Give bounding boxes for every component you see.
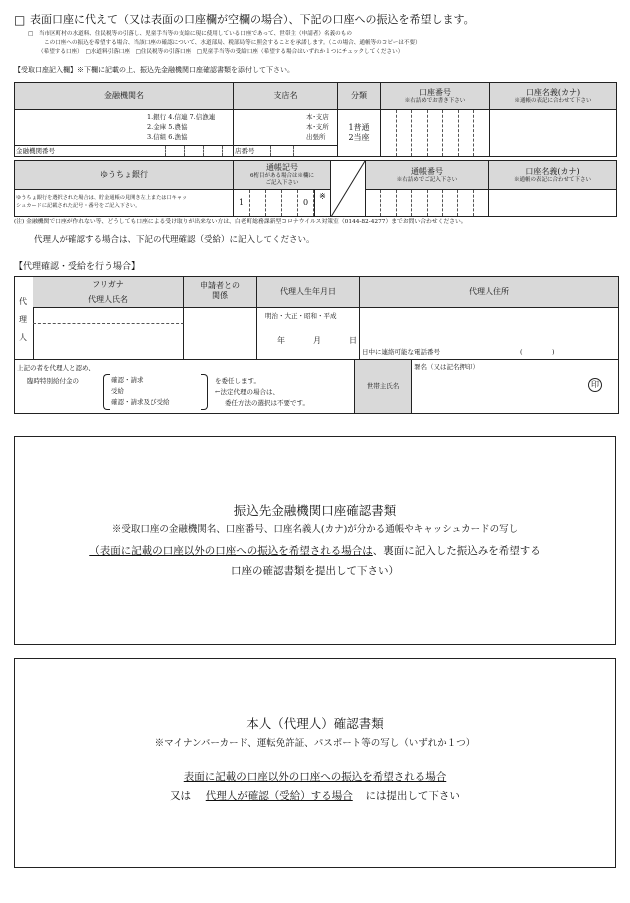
h-address-cell <box>360 277 618 308</box>
type-opt-2: 2当座 <box>348 133 370 142</box>
h-yucho-holder-label: 口座名義(カナ) <box>525 166 580 176</box>
opt-1[interactable]: 確認・請求 <box>111 376 144 384</box>
h-passbook-no-label: 通帳番号 <box>411 166 443 176</box>
bracket-right <box>201 374 208 410</box>
h-holder-sub: ※通帳の表記に合わせて下さい <box>514 97 592 104</box>
receipt-note: 【受取口座記入欄】※下欄に記載の上、振込先金融機関口座確認書類を添付して下さい。 <box>14 66 294 74</box>
h-address: 代理人住所 <box>469 287 509 296</box>
h-holder-label: 口座名義(カナ) <box>525 87 581 97</box>
relation-input[interactable] <box>184 308 257 359</box>
day-label: 日 <box>349 336 357 345</box>
agent-section-title: 【代理確認・受給を行う場合】 <box>14 262 141 272</box>
page-heading: 表面口座に代えて（又は表面の口座欄が空欄の場合）、下記の口座への振込を希望します。 <box>30 13 475 26</box>
phone-paren-open: ( <box>520 348 523 356</box>
opt-2[interactable]: 受給 <box>111 387 124 395</box>
h-holder <box>490 83 617 110</box>
phone-paren-close: ) <box>552 348 555 356</box>
box1-line1: ※受取口座の金融機関名、口座番号、口座名義人(カナ)が分かる通帳やキャッシュカードの写し <box>111 524 519 535</box>
phone-label: 日中に連絡可能な電話番号 <box>362 348 440 356</box>
signature-input[interactable] <box>412 360 618 413</box>
yucho-note-cell <box>15 190 234 217</box>
delegate-4: ←法定代理の場合は、 <box>215 388 279 396</box>
bank-table <box>14 82 617 157</box>
h-passbook-code-sub2: ご記入下さい <box>265 180 299 186</box>
delegate-3: を委任します。 <box>215 377 260 385</box>
passbook-no-input[interactable] <box>366 190 489 217</box>
box2-line3-post: には提出して下さい <box>365 790 460 802</box>
digit-last: 0 <box>298 190 314 216</box>
box2-line1: ※マイナンバーカード、運転免許証、パスポート等の写し（いずれか１つ） <box>154 738 476 749</box>
box2-line2-wrap <box>15 770 615 784</box>
delegate-5: 委任方法の選択は不要です。 <box>225 399 309 407</box>
delegate-1: 上記の者を代理人と認め、 <box>17 364 95 372</box>
box2-line3-underlined: 代理人が確認（受給）する場合 <box>205 790 353 802</box>
bank-code-label: 金融機関番号 <box>16 146 55 155</box>
h-furigana: フリガナ <box>92 280 124 289</box>
seal-icon: 印 <box>588 378 602 392</box>
bank-opts-3: 3.信組 6.漁協 <box>147 133 188 141</box>
agent-side-2: 理 <box>19 315 27 324</box>
h-bank: 金融機関名 <box>15 83 234 110</box>
agent-name-input[interactable] <box>33 324 184 359</box>
box1-line2-rest: 、裏面に記入した振込みを希望する <box>372 545 541 557</box>
h-birth-cell <box>257 277 360 308</box>
yucho-note-2: シュカードに記載された記号・番号をご記入下さい。 <box>16 203 141 209</box>
month-label: 月 <box>313 336 321 345</box>
passbook-code-input[interactable] <box>234 190 331 217</box>
h-relation-1: 申請者との <box>200 281 240 290</box>
h-relation-cell <box>184 277 257 308</box>
year-label: 年 <box>277 336 285 345</box>
box1-line2 <box>15 544 615 558</box>
h-name-cell <box>33 292 184 308</box>
h-yucho: ゆうちょ銀行 <box>15 161 234 190</box>
holder-cell[interactable] <box>490 110 617 157</box>
box2-line2: 表面に記載の口座以外の口座への振込を希望される場合 <box>183 771 447 783</box>
h-type: 分類 <box>338 83 381 110</box>
digit-first: 1 <box>234 190 250 216</box>
branch-opts-2: 本･支所 <box>306 123 329 131</box>
sub-line-1: □ 当市区町村の水道料、住民税等の引落し、児童手当等の支給に現に使用している口座であって、世帯主（申請者）名義のもの <box>28 31 352 37</box>
box2-line3-pre: 又は <box>170 790 192 802</box>
branch-name-cell[interactable] <box>234 110 338 146</box>
h-yucho-holder <box>489 161 617 190</box>
delegation-cell <box>15 360 355 413</box>
yucho-table <box>14 160 617 217</box>
furigana-input[interactable] <box>33 308 184 324</box>
id-doc-box <box>14 658 616 868</box>
branch-opts-3: 出張所 <box>306 133 326 141</box>
h-account-label: 口座番号 <box>419 87 451 97</box>
h-passbook-code-label: 通帳記号 <box>266 163 298 172</box>
householder-label: 世帯主氏名 <box>366 382 400 390</box>
bank-code-cell[interactable] <box>15 145 234 156</box>
sub-line-2: この口座への振込を希望する場合、当該口座の確認について、水道部局、税部局等に照会することを承諾します。（この場合、通帳等のコピーは不要） <box>44 40 421 46</box>
yucho-note-1: ゆうちょ銀行を選択された場合は、貯金通帳の見開き左上または口キャッ <box>16 195 188 201</box>
address-input[interactable] <box>360 308 618 359</box>
opt-3[interactable]: 確認・請求及び受給 <box>111 398 170 406</box>
box1-title: 振込先金融機関口座確認書類 <box>233 503 397 518</box>
h-branch: 支店名 <box>234 83 338 110</box>
bracket-left <box>103 374 110 410</box>
h-name: 代理人氏名 <box>88 295 128 304</box>
bank-name-cell[interactable] <box>15 110 234 146</box>
h-account <box>381 83 490 110</box>
bank-opts-1: 1.銀行 4.信連 7.信漁連 <box>147 113 216 121</box>
h-relation-2: 関係 <box>212 291 228 300</box>
h-furigana-cell <box>33 277 184 293</box>
box2-line3 <box>15 789 615 803</box>
type-opt-1: 1普通 <box>348 123 370 132</box>
sign-label: 署名（又は記名押印） <box>414 363 479 371</box>
h-passbook-no-sub: ※右詰めでご記入下さい <box>396 176 458 183</box>
yucho-holder-input[interactable] <box>489 190 617 217</box>
h-passbook-code-sub1: 6桁目がある場合は※欄に <box>249 173 314 179</box>
agent-side-3: 人 <box>19 333 27 342</box>
branch-opts-1: 本･支店 <box>306 113 329 121</box>
diagonal-line <box>331 161 365 217</box>
footnote: (注) 金融機関で口座が作れない等、どうしても口座による受け取りが出来ない方は、白老町総務課新型コロナウイルス対策室（0144-82-4277）までお問い合わせください。 <box>14 219 467 225</box>
branch-code-cell[interactable] <box>234 145 338 156</box>
h-account-sub: ※右詰めでお書き下さい <box>404 97 466 104</box>
h-birth: 代理人生年月日 <box>280 287 336 296</box>
h-yucho-holder-sub: ※通帳の表記に合わせて下さい <box>513 176 591 183</box>
agent-intro: 代理人が確認する場合は、下記の代理確認（受給）に記入してください。 <box>34 235 315 245</box>
box1-line3: 口座の確認書類を提出して下さい） <box>231 565 399 577</box>
agent-side <box>15 277 34 359</box>
digit-mark: ※ <box>314 190 330 216</box>
h-passbook-code <box>234 161 331 190</box>
h-passbook-no <box>366 161 489 190</box>
top-checkbox[interactable]: □ <box>14 13 26 27</box>
sub-line-3: （希望する口座） □水道料引落口座 □住民税等の引落口座 □児童手当等の受給口座（希望する場合はいずれか１つにチェックしてください） <box>38 49 404 55</box>
bank-opts-2: 2.金庫 5.農協 <box>147 123 188 131</box>
box1-line2-underlined: （表面に記載の口座以外の口座への振込を希望される場合は <box>89 545 373 557</box>
box2-title: 本人（代理人）確認書類 <box>246 716 384 731</box>
eras: 明治・大正・昭和・平成 <box>265 312 337 320</box>
agent-table <box>14 276 619 414</box>
branch-code-label: 店番号 <box>235 146 255 155</box>
bank-doc-box <box>14 436 616 645</box>
type-cell[interactable] <box>338 110 381 157</box>
diagonal-cell <box>331 161 366 217</box>
agent-side-1: 代 <box>19 297 27 306</box>
delegate-2: 臨時特別給付金の <box>27 377 79 385</box>
birth-input[interactable] <box>257 308 360 359</box>
account-number-cell[interactable] <box>381 110 490 157</box>
householder-cell <box>355 360 412 413</box>
